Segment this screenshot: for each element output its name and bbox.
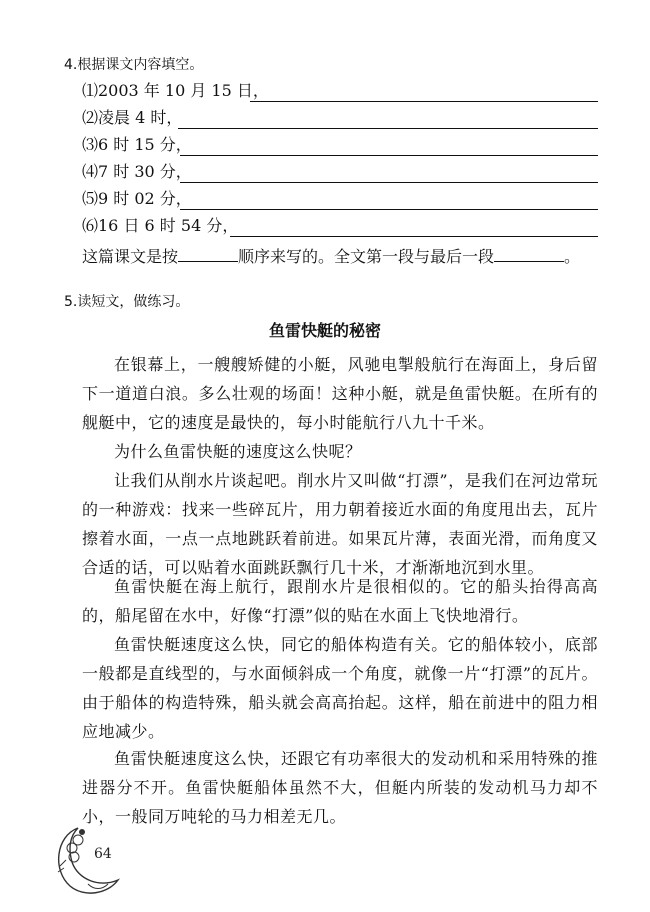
question-4-heading: 4.根据课文内容填空。 xyxy=(64,57,204,73)
passage-paragraph-2: 为什么鱼雷快艇的速度这么快呢？ xyxy=(114,442,362,461)
fill-row-label: ⑸9 时 02 分， xyxy=(82,189,192,208)
answer-blank-2[interactable] xyxy=(494,247,564,262)
fill-row-label: ⑵凌晨 4 时， xyxy=(82,108,183,127)
cartoon-moon-sheep-icon xyxy=(48,820,128,900)
answer-line[interactable] xyxy=(178,128,598,129)
passage-paragraph-1: 在银幕上，一艘艘矫健的小艇，风驰电掣般航行在海面上，身后留下一道道白浪。多么壮观的场面！这种小艇，就是鱼雷快艇。在所有的舰艇中，它的速度是最快的，每小时能航行八九十千米。 xyxy=(82,355,598,432)
fill-row-6 xyxy=(82,215,602,239)
answer-line[interactable] xyxy=(180,182,598,183)
fill-row-label: ⑹16 日 6 时 54 分， xyxy=(82,216,239,235)
fill-row-label: ⑴2003 年 10 月 15 日， xyxy=(82,81,269,100)
passage-paragraph-4: 鱼雷快艇在海上航行，跟削水片是很相似的。它的船头抬得高高的，船尾留在水中，好像“打漂”似的贴在水面上飞快地滑行。 xyxy=(82,577,598,625)
fill-row-2 xyxy=(82,107,602,131)
sentence-part-1: 这篇课文是按 xyxy=(82,247,179,266)
passage-paragraph-3: 让我们从削水片谈起吧。削水片又叫做“打漂”，是我们在河边常玩的一种游戏：找来一些碎瓦片，用力朝着接近水面的角度甩出去，瓦片擦着水面，一点一点地跳跃着前进。如果瓦片薄，表面光滑，而角度又合适的话，可以贴着水面跳跃飘行几十米，才渐渐地沉到水里。 xyxy=(82,471,598,577)
answer-blank-1[interactable] xyxy=(178,247,238,262)
passage-title: 鱼雷快艇的秘密 xyxy=(268,321,381,340)
answer-line[interactable] xyxy=(180,155,598,156)
fill-row-label: ⑷7 时 30 分， xyxy=(82,162,192,181)
question-5-heading: 5.读短文，做练习。 xyxy=(64,294,190,310)
fill-row-label: ⑶6 时 15 分， xyxy=(82,135,192,154)
order-sentence xyxy=(82,244,612,267)
answer-line[interactable] xyxy=(180,209,598,210)
fill-row-3 xyxy=(82,134,602,158)
answer-line[interactable] xyxy=(250,101,598,102)
fill-row-1 xyxy=(82,80,602,104)
fill-row-4 xyxy=(82,161,602,185)
answer-line[interactable] xyxy=(230,236,598,237)
page-number: 64 xyxy=(94,846,112,862)
sentence-end: 。 xyxy=(564,247,581,266)
passage-paragraph-6: 鱼雷快艇速度这么快，还跟它有功率很大的发动机和采用特殊的推进器分不开。鱼雷快艇船体虽然不大，但艇内所装的发动机马力却不小，一般同万吨轮的马力相差无几。 xyxy=(82,749,598,826)
passage-paragraph-5: 鱼雷快艇速度这么快，同它的船体构造有关。它的船体较小，底部一般都是直线型的，与水面倾斜成一个角度，就像一片“打漂”的瓦片。由于船体的构造特殊，船头就会高高抬起。这样，船在前进中的阻力相应地减少。 xyxy=(82,635,598,741)
fill-row-5 xyxy=(82,188,602,212)
sentence-part-2: 顺序来写的。全文第一段与最后一段 xyxy=(238,247,495,266)
